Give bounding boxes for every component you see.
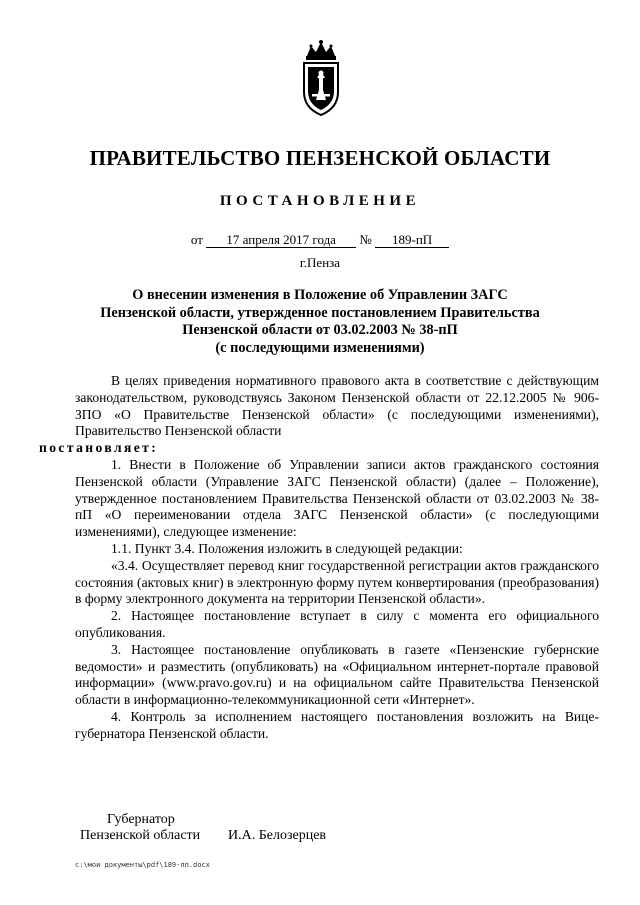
signature-organization: Пензенской области [80, 828, 201, 843]
signature-name: И.А. Белозерцев [228, 828, 327, 843]
preamble-text: В целях приведения нормативного правового акта в соответствие с действующим законодательством, руководствуясь Законом Пензенской области от 22.12.2005 № 906-ЗПО «О Правительстве Пензенской области» (с последующими изменениями), Правительство Пензенской области [75, 373, 599, 439]
item-1: 1. Внести в Положение об Управлении записи актов гражданского состояния Пензенской области (Управление ЗАГС Пензенской области) (далее – Положение), утвержденное постановлением Правительства Пензенской области от 03.02.2003 № 38-пП «О переименовании отдела ЗАГС Пензенской области» (с последующими изменениями), следующее изменение: [75, 456, 599, 540]
government-title: ПРАВИТЕЛЬСТВО ПЕНЗЕНСКОЙ ОБЛАСТИ [89, 146, 551, 170]
city: г.Пенза [299, 255, 341, 270]
item-3: 3. Настоящее постановление опубликовать в газете «Пензенские губернские ведомости» и разместить (опубликовать) на «Официальном интернет-портале правовой информации» (www.pravo.gov.ru) и на официальном сайте Правительства Пензенской области в информационно-телекоммуникационной сети «Интернет». [75, 641, 599, 708]
document-date: 17 апреля 2017 года [206, 233, 356, 248]
item-4: 4. Контроль за исполнением настоящего постановления возложить на Вице-губернатора Пензенской области. [75, 708, 599, 741]
subject-line: Пензенской области, утвержденное постановлением Правительства [100, 304, 540, 321]
coat-of-arms-icon [298, 38, 344, 118]
subject-line: (с последующими изменениями) [215, 339, 425, 356]
document-body [39, 373, 599, 743]
subject-line: О внесении изменения в Положение об Управлении ЗАГС [132, 287, 508, 303]
number-prefix: № [359, 232, 372, 247]
preamble-paragraph [39, 373, 599, 457]
file-path: c:\мои документы\pdf\189-пп.docx [75, 861, 210, 869]
date-number-line [0, 232, 640, 248]
item-1-1-text: «3.4. Осуществляет перевод книг государственной регистрации актов гражданского состояния (актовых книг) в электронную форму путем конвертирования (преобразования) в форму электронного документа на территории Пензенской области». [75, 557, 599, 607]
item-1-1: 1.1. Пункт 3.4. Положения изложить в следующей редакции: [111, 540, 463, 556]
resolves-word: постановляет: [39, 440, 159, 456]
item-2: 2. Настоящее постановление вступает в силу с момента его официального опубликования. [75, 608, 599, 640]
document-number: 189-пП [375, 233, 449, 248]
signature-title: Губернатор [107, 812, 175, 827]
document-subject [80, 287, 560, 357]
date-prefix: от [190, 232, 203, 247]
document-type: ПОСТАНОВЛЕНИЕ [219, 193, 421, 209]
subject-line: Пензенской области от 03.02.2003 № 38-пП [182, 322, 458, 338]
